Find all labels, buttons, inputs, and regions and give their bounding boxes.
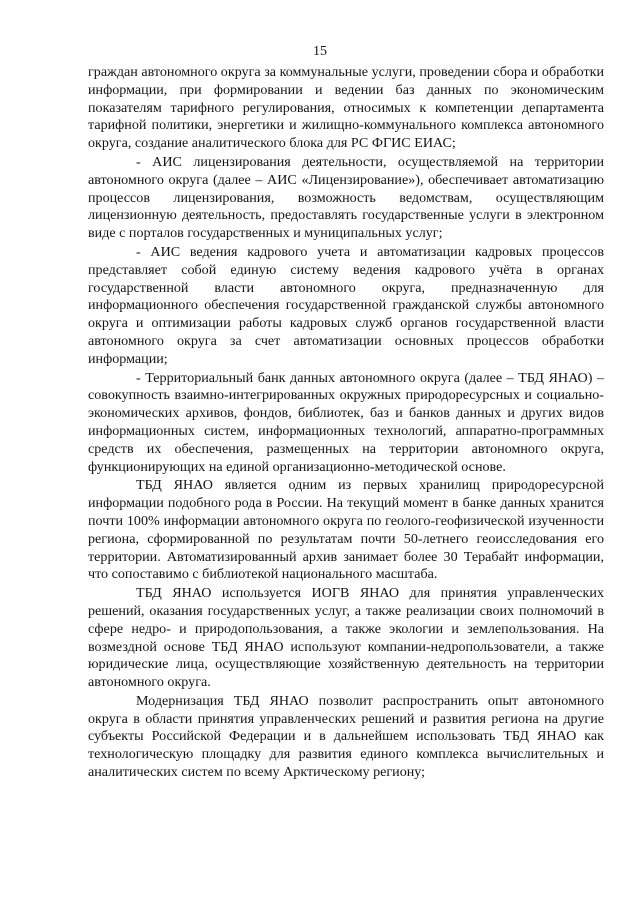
paragraph-continuation: граждан автономного округа за коммунальные услуги, проведении сбора и обработки информации, при формировании и ведении баз данных по экономическим показателям тарифного регулирования, относимых к компетенции департамента тарифной политики, энергетики и жилищно-коммунального комплекса автономного округа, создание аналитического блока для РС ФГИС ЕИАС; — [88, 64, 604, 152]
paragraph-ais-hr: - АИС ведения кадрового учета и автоматизации кадровых процессов представляет собой единую систему ведения кадрового учёта в органах государственной власти автономного округа, предназначенную для информационного обеспечения государственной гражданской службы автономного округа и оптимизации работы кадровых служб органов государственной власти автономного округа за счет автоматизации основных процессов обработки информации; — [88, 243, 604, 367]
paragraph-tbd-definition: - Территориальный банк данных автономного округа (далее – ТБД ЯНАО) – совокупность взаимно-интегрированных окружных природоресурсных и социально-экономических архивов, фондов, библиотек, баз и банков данных и других видов информационных систем, информационных технологий, аппаратно-программных средств их обеспечения, размещенных на территории автономного округа, функционирующих на единой организационно-методической основе. — [88, 369, 604, 475]
paragraph-tbd-storage: ТБД ЯНАО является одним из первых хранилищ природоресурсной информации подобного рода в России. На текущий момент в банке данных хранится почти 100% информации автономного округа по геолого-геофизической изученности региона, сформированной по результатам почти 50-летнего геоисследования его территории. Автоматизированный архив занимает более 30 Терабайт информации, что сопоставимо с библиотекой национального масштаба. — [88, 477, 604, 583]
paragraph-tbd-usage: ТБД ЯНАО используется ИОГВ ЯНАО для принятия управленческих решений, оказания государственных услуг, а также реализации своих полномочий в сфере недро- и природопользования, а также экологии и землепользования. На возмездной основе ТБД ЯНАО используют компании-недропользователи, а также юридические лица, осуществляющие хозяйственную деятельность на территории автономного округа. — [88, 585, 604, 691]
document-body — [88, 64, 604, 782]
page-number: 15 — [313, 44, 327, 59]
paragraph-tbd-modernization: Модернизация ТБД ЯНАО позволит распространить опыт автономного округа в области принятия управленческих решений и развития региона на другие субъекты Российской Федерации и в дальнейшем использовать ТБД ЯНАО как технологическую площадку для развития единого комплекса вычислительных и аналитических систем по всему Арктическому региону; — [88, 692, 604, 781]
paragraph-ais-licensing: - АИС лицензирования деятельности, осуществляемой на территории автономного округа (далее – АИС «Лицензирование»), обеспечивает автоматизацию процессов лицензирования, возможность ведомствам, осуществляющим лицензионную деятельность, предоставлять государственные услуги в электронном виде с порталов государственных и муниципальных услуг; — [88, 153, 604, 242]
